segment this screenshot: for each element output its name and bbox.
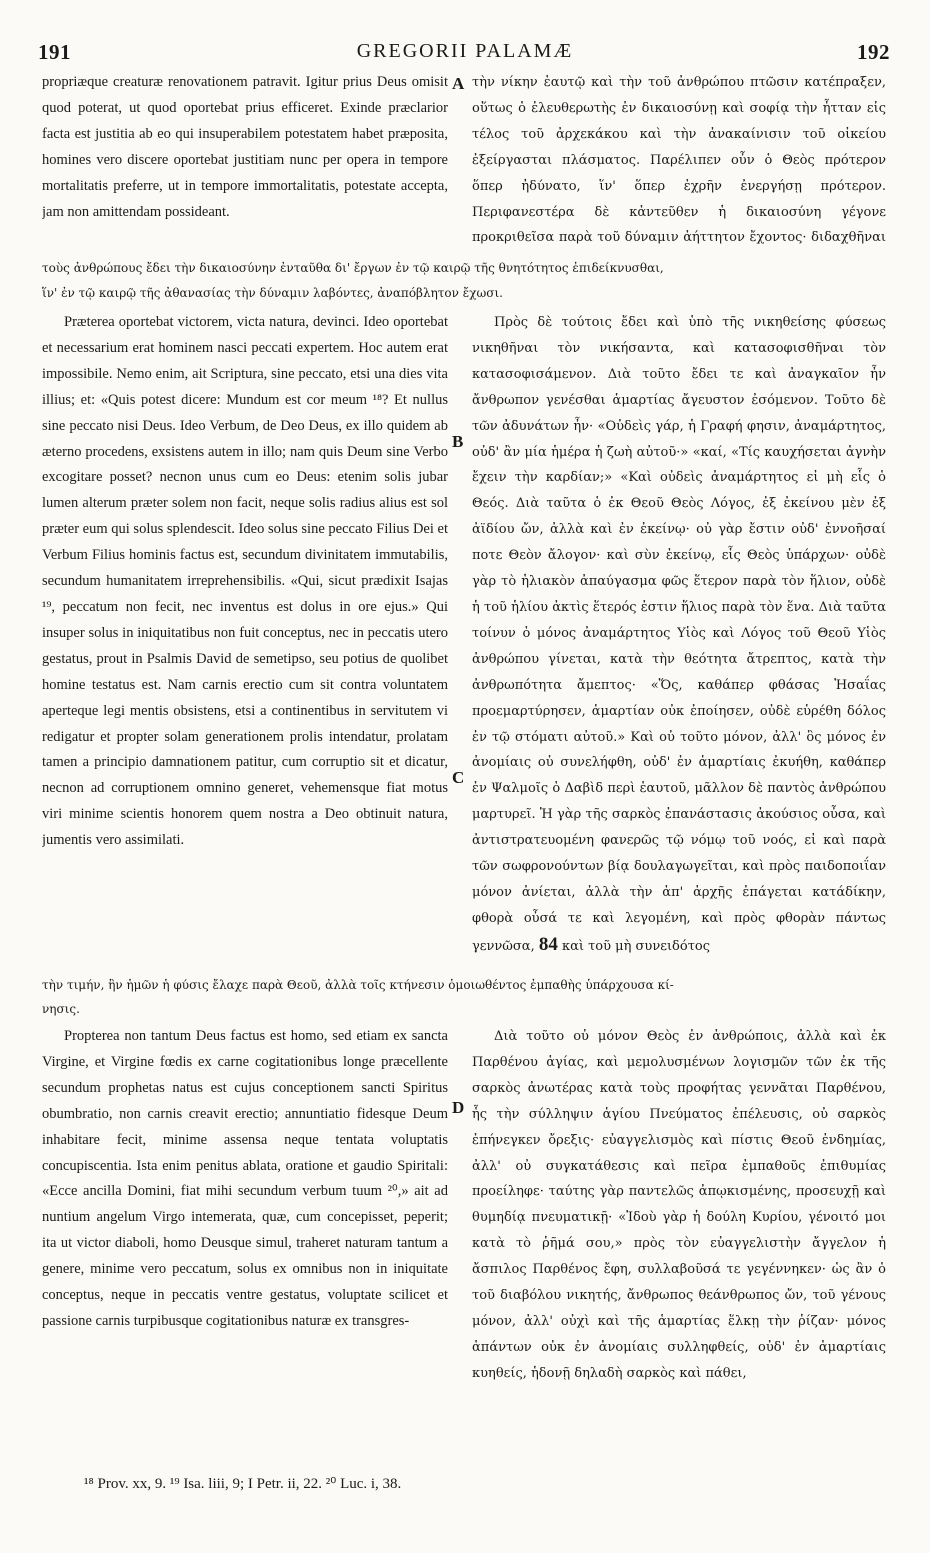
margin-marker-b: B — [452, 432, 464, 451]
margin-marker-c: C — [452, 768, 465, 787]
running-title: GREGORII PALAMÆ — [356, 40, 574, 62]
margin-marker-d: D — [452, 1098, 465, 1117]
greek-paragraph-3: Διὰ τοῦτο οὐ μόνον Θεὸς ἐν ἀνθρώποις, ἀλλὰ καὶ ἐκ Παρθένου ἁγίας, καὶ μεμολυσμένων λογισμῶν τῶν ἐκ τῆς σαρκὸς ἀνωτέρας κατὰ τοὺς προφήτας γεννᾶται Παρθένου, ἧς τὴν σύλληψιν ἁγίου Πνεύματος ἐπέλευσις, οὐ σαρκὸς ἐπήνεγκεν ὄρεξις· εὐαγγελισμὸς καὶ πίστις Θεοῦ ἐνδημίας, ἀλλ' οὐ συγκατάθεσις καὶ πεῖρα ἐμπαθοῦς ἐπιθυμίας προείληφε· ταύτης γὰρ παντελῶς ἀπῳκισμένης, προσευχῇ καὶ θυμηδίᾳ πνευματικῇ· «Ἰδοὺ γὰρ ἡ δούλη Κυρίου, γένοιτό μοι κατὰ τὸ ῥῆμά σου,» πρὸς τὸν εὐαγγελιστὴν ἄγγελον ἡ ἄσπιλος Παρθένος ἔφη, συλλαβοῦσά τε γεγέννηκεν· ὡς ἂν ὁ τοῦ διαβόλου νικητής, ἄνθρωπος θεάνθρωπος ὤν, τοῦ γένους μόνον, ἀλλ' οὐχὶ καὶ τῆς ἁμαρτίας ἕλκῃ τὴν ῥίζαν· μόνος ἁπάντων οὐκ ἐν ἀνομίαις συλληφθείς, οὐδ' ἐν ἁμαρτίαις κυηθείς, ἡδονῇ δηλαδὴ σαρκὸς καὶ πάθει, — [472, 1029, 886, 1381]
margin-marker-a: A — [452, 74, 465, 93]
greek-fullwidth-line-4: νησις. — [42, 1002, 80, 1016]
left-page-number: 191 — [38, 40, 71, 64]
greek-fullwidth-line-1: τοὺς ἀνθρώπους ἔδει τὴν δικαιοσύνην ἐνταῦθα δι' ἔργων ἐν τῷ καιρῷ τῆς θνητότητος ἐπιδείκνυσθαι, — [42, 261, 664, 275]
latin-paragraph-2: Præterea oportebat victorem, victa natura, devinci. Ideo oportebat et necessarium erat hominem nasci peccati expertem. Hoc autem erat impossibile. Nemo enim, ait Scriptura, sine peccato, etsi una dies vita illius; et: «Quis potest dicere: Mundum est cor meum ¹⁸? Et nullus sine peccato nisi Deus. Ideo Verbum, de Deo Deus, ex illo quidem ab æterno procedens, exsistens autem in illo; nam quis Deum sine Verbo excogitare posset? necnon unus cum eo Deus: etenim solis jubar lumen alterum præter solem non facit, neque solis radius alius est sol præter eum qui solus splendescit. Ideo solus sine peccato Filius Dei et Verbum Filius hominis factus est, secundum divinitatem immutabilis, secundum humanitatem irreprehensibilis. «Qui, sicut prædixit Isajas ¹⁹, peccatum non fecit, nec inventus est dolus in ore ejus.» Qui insuper solus in iniquitatibus non fuit conceptus, nec in peccatis utero gestatus, prout in Psalmis David de semetipso, seu potius de quolibet homine testatus est. Nam carnis erectio cum sit contra voluntatem aperteque legi mentis obsistens, etsi a continentibus in servitutem vi redigatur et propter solam generationem prolis intendatur, prolatam tamen a principio damnationem patitur, cum corruptio sit et dicatur, necnon ad corruptionem omnino generet, vehemensque fiat motus viri minime scientis honorem quem nostra a Deo obtinuit natura, jumentis vero assimilati. — [42, 314, 448, 849]
footnotes: ¹⁸ Prov. xx, 9. ¹⁹ Isa. liii, 9; I Petr. ii, 22. ²⁰ Luc. i, 38. — [84, 1476, 402, 1492]
greek-fullwidth-line-2: ἵν' ἐν τῷ καιρῷ τῆς ἀθανασίας τὴν δύναμιν λαβόντες, ἀναπόβλητον ἔχωσι. — [42, 286, 503, 300]
greek-page-marker: 84 — [538, 933, 558, 955]
greek-paragraph-2: Πρὸς δὲ τούτοις ἔδει καὶ ὑπὸ τῆς νικηθείσης φύσεως νικηθῆναι τὸν νικήσαντα, καὶ κατασοφισθῆναι τὸν κατασοφισάμενον. Διὰ τοῦτο ἔδει τε καὶ ἀναγκαῖον ἦν ἄνθρωπον γενέσθαι ἁμαρτίας ἄγευστον ἐσόμενον. Τοῦτο δὲ τῶν ἀδυνάτων ἦν· «Οὐδεὶς γάρ, ἡ Γραφή φησιν, ἀναμάρτητος, οὐδ' ἂν μία ἡμέρα ἡ ζωὴ αὐτοῦ·» «καί, «Τίς καυχήσεται ἁγνὴν ἔχειν τὴν καρδίαν;» «Καὶ οὐδεὶς ἀναμάρτητος εἰ μὴ εἷς ὁ Θεός. Διὰ ταῦτα ὁ ἐκ Θεοῦ Θεὸς Λόγος, ἐξ ἐκείνου μὲν ἐξ ἀϊδίου ὤν, ἀλλὰ καὶ ἐν ἐκείνῳ· οὐ γὰρ ἔστιν οὐδ' ἐννοῆσαί ποτε Θεὸν ἄλογον· καὶ σὺν ἐκείνῳ, εἷς Θεὸς ὑπάρχων· οὐδὲ γὰρ τὸ ἡλιακὸν ἀπαύγασμα φῶς ἕτερον παρὰ τὸν ἥλιον, οὐδὲ ἡ τοῦ ἡλίου ἀκτὶς ἕτερός ἐστιν ἥλιος παρὰ τὸν ἕνα. Διὰ ταῦτα τοίνυν ὁ μόνος ἀναμάρτητος Υἱὸς καὶ Λόγος τοῦ Θεοῦ Υἱὸς ἀνθρώπου γίνεται, κατὰ τὴν θεότητα ἄτρεπτος, κατὰ τὴν ἀνθρωπότητα ἄμεπτος· «Ὅς, καθάπερ φθάσας Ἡσαΐας προεμαρτύρησεν, ἁμαρτίαν οὐκ ἐποίησεν, οὐδὲ εὑρέθη δόλος ἐν τῷ στόματι αὐτοῦ.» Καὶ οὐ τοῦτο μόνον, ἀλλ' ὃς μόνος ἐν ἀνομίαις οὐ συνελήφθη, οὐδ' ἐν ἁμαρτίαις ἐκυήθη, καθάπερ ἐν Ψαλμοῖς ὁ Δαβὶδ περὶ ἑαυτοῦ, μᾶλλον δὲ παντὸς ἀνθρώπου μαρτυρεῖ. Ἡ γὰρ τῆς σαρκὸς ἐπανάστασις ἀκούσιος οὖσα, καὶ ἀντιστρατευομένη φανερῶς τῷ νόμῳ τοῦ νοός, εἰ καὶ παρὰ τῶν σωφρονούντων βίᾳ δουλαγωγεῖται, καὶ πρὸς παιδοποιΐαν μόνον ἀνίεται, ἀλλὰ τὴν ἀπ' ἀρχῆς ἐπάγεται κατάδίκην, φθορὰ οὖσά τε καὶ λεγομένη, καὶ πρὸς φθορὰν πάντως γεννῶσα, 84 καὶ τοῦ μὴ συνειδότος — [472, 315, 886, 955]
latin-paragraph-1: propriæque creaturæ renovationem patravit. Igitur prius Deus omisit quod poterat, ut quod oportebat prius efficeret. Exinde præclarior facta est justitia ab eo qui insuperabilem potestatem habet præposita, homines vero discere oportebat justitiam nunc per opera in tempore mortalitatis preferre, ut in tempore immortalitatis, potestate accepta, jam non amittendam possideant. — [42, 74, 448, 220]
right-page-number: 192 — [857, 40, 890, 64]
greek-paragraph-1: τὴν νίκην ἑαυτῷ καὶ τὴν τοῦ ἀνθρώπου πτῶσιν κατέπραξεν, οὕτως ὁ ἐλευθερωτὴς ἐν δικαιοσύνῃ καὶ σοφίᾳ τὴν ἧτταν εἰς τέλος τοῦ ἀρχεκάκου καὶ τὴν ἀνακαίνισιν τοῦ οἰκείου ἐξείργασται πλάσματος. Παρέλιπεν οὖν ὁ Θεὸς πρότερον ὅπερ ἠδύνατο, ἵν' ὅπερ ἐχρῆν ἐνεργήσῃ πρότερον. Περιφανεστέρα δὲ κἀντεῦθεν ἡ δικαιοσύνη γέγονε προκριθεῖσα παρὰ τοῦ δύναμιν ἀήττητον ἔχοντος· διδαχθῆναι — [472, 75, 886, 246]
latin-paragraph-3: Propterea non tantum Deus factus est homo, sed etiam ex sancta Virgine, et Virgine fœdis ex carne cogitationibus longe præcellente secundum prophetas natus est cujus conceptionem sancti Spiritus obumbratio, non carnis creavit erectio; annuntiatio fidesque Deum inhabitare fecit, minime assensa neque tentata voluptatis concupiscentia. Ista enim penitus ablata, oratione et gaudio Spiritali: «Ecce ancilla Domini, fiat mihi secundum verbum tuum ²⁰,» ait ad nuntium angelum Virgo intemerata, quæ, cum concepisset, peperit; ita ut victor diaboli, homo Deusque simul, traheret naturam tantum a genere, minime vero peccatum, solus ex omnibus non in iniquitate conceptus, neque in peccatis ventre gestatus, voluptate scilicet et passione carnis turpibusque cogitationibus naturæ ex transgres- — [42, 1028, 448, 1329]
greek-fullwidth-line-3: τὴν τιμήν, ἣν ἡμῶν ἡ φύσις ἔλαχε παρὰ Θεοῦ, ἀλλὰ τοῖς κτήνεσιν ὁμοιωθέντος ἐμπαθὴς ὑπάρχουσα κί- — [42, 978, 674, 992]
